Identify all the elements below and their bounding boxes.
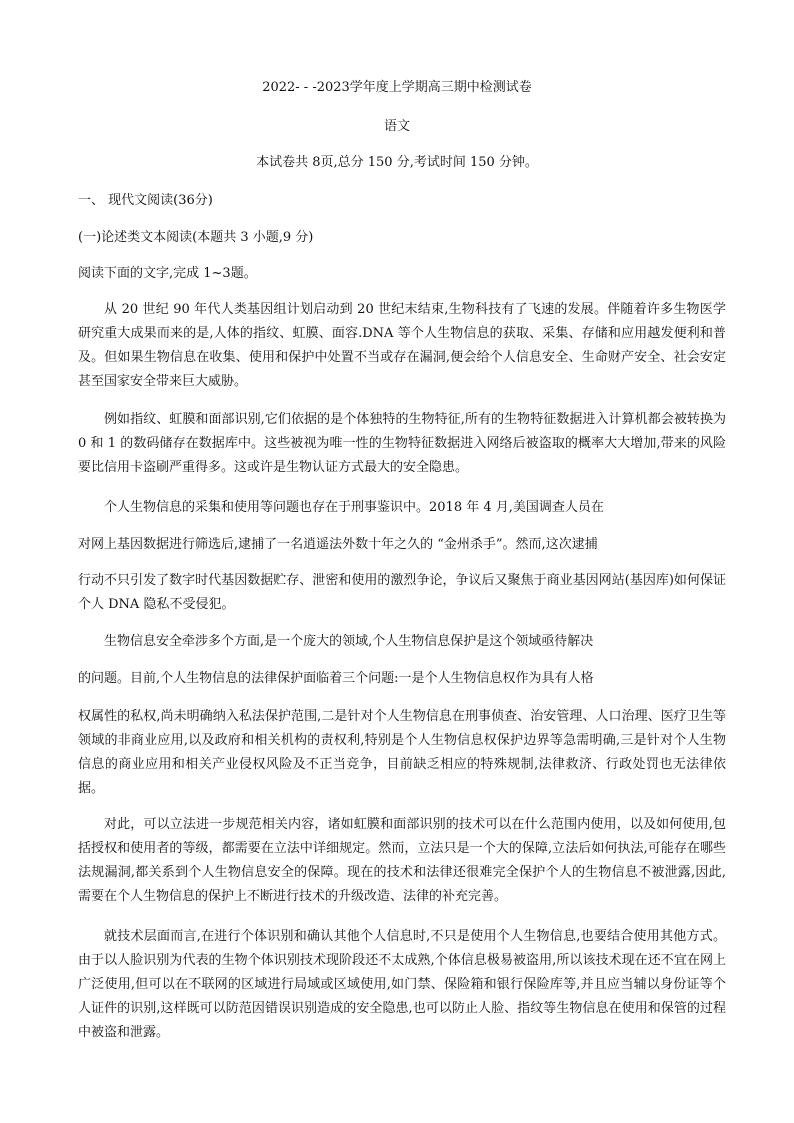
paragraph-3-line-2: 对网上基因数据进行筛选后,逮捕了一名逍遥法外数十年之久的 “金州杀手”。然而,这次逮捕 <box>78 537 598 552</box>
section-subheading: (一)论述类文本阅读(本题共 3 小题,9 分) <box>78 230 314 245</box>
paragraph-4-line-2: 的问题。目前,个人生物信息的法律保护面临着三个问题:一是个人生物信息权作为具有人格 <box>78 671 594 686</box>
paragraph-1: 从 20 世纪 90 年代人类基因组计划启动到 20 世纪末结束,生物科技有了飞速的发展。伴随着许多生物医学研究重大成果而来的是,人体的指纹、虹膜、面容.DNA 等个人生物信息的获取、采集、存储和应用越发便利和普及。但如果生物信息在收集、使用和保护中处置不当或存在漏洞,便会给个人信息安全、生命财产安全、社会安定甚至国家安全带来巨大威胁。 <box>78 302 726 389</box>
paragraph-3-line-1: 个人生物信息的采集和使用等问题也存在于刑事鉴识中。2018 年 4 月,美国调查人员在 <box>104 500 604 515</box>
subject-title: 语文 <box>383 119 410 134</box>
paragraph-5: 对此，可以立法进一步规范相关内容，诸如虹膜和面部识别的技术可以在什么范围内使用，以及如何使用,包括授权和使用者的等级，都需要在立法中详细规定。然而，立法只是一个大的保障,立法后如何执法,可能存在哪些法规漏洞,都关系到个人生物信息安全的保障。现在的技术和法律还很难完全保护个人的生物信息不被泄露,因此,需要在个人生物信息的保护上不断进行技术的升级改造、法律的补充完善。 <box>78 817 726 904</box>
paragraph-3-line-3: 行动不只引发了数字时代基因数据贮存、泄密和使用的激烈争论，争议后又聚焦于商业基因网站(基因库)如何保证个人 DNA 隐私不受侵犯。 <box>78 573 726 612</box>
exam-title: 2022- - -2023学年度上学期高三期中检测试卷 <box>262 80 532 95</box>
paragraph-2: 例如指纹、虹膜和面部识别,它们依据的是个体独特的生物特征,所有的生物特征数据进入计算机都会被转换为 0 和 1 的数码储存在数据库中。这些被视为唯一性的生物特征数据进入网络后被盗取的概率大大增加,带来的风险要比信用卡盗刷严重得多。这或许是生物认证方式最大的安全隐患。 <box>78 412 726 475</box>
exam-info: 本试卷共 8页,总分 150 分,考试时间 150 分钟。 <box>256 155 538 170</box>
reading-instruction: 阅读下面的文字,完成 1~3题。 <box>78 266 257 281</box>
paragraph-4-line-1: 生物信息安全牵涉多个方面,是一个庞大的领域,个人生物信息保护是这个领域亟待解决 <box>104 634 594 649</box>
section-heading: 一、 现代文阅读(36分) <box>78 193 213 208</box>
paragraph-6: 就技术层面而言,在进行个体识别和确认其他个人信息时,不只是使用个人生物信息,也要结合使用其他方式。由于以人脸识别为代表的生物个体识别技术现阶段还不太成熟,个体信息极易被盗用,所以该技术现在还不宜在网上广泛使用,但可以在不联网的区域进行局域或区域使用,如门禁、保险箱和银行保险库等,并且应当辅以身份证等个人证件的识别,这样既可以防范因错误识别造成的安全隐患,也可以防止人脸、指纹等生物信息在使用和保管的过程中被盗和泄露。 <box>78 929 726 1040</box>
paragraph-4-line-3: 权属性的私权,尚未明确纳入私法保护范围,二是针对个人生物信息在刑事侦查、治安管理、人口治理、医疗卫生等领域的非商业应用,以及政府和相关机构的责权利,特别是个人生物信息权保护边界等急需明确,三是针对个人生物信息的商业应用和相关产业侵权风险及不正当竞争，目前缺乏相应的特殊规制,法律救济、行政处罚也无法律依据。 <box>78 709 726 796</box>
